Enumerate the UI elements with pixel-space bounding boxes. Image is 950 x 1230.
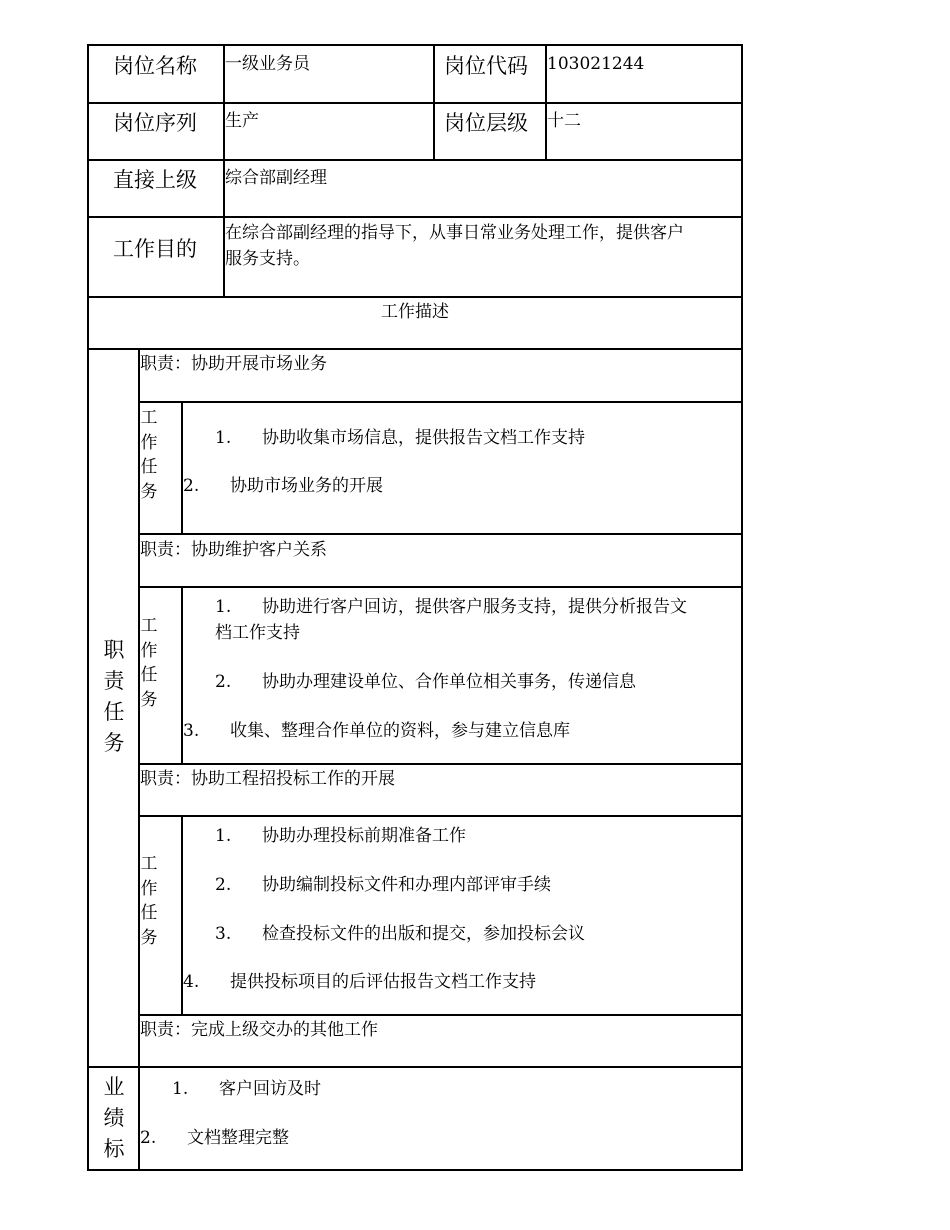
kpi-label <box>99 1072 129 1165</box>
task-text: 协助进行客户回访，提供客户服务支持，提供分析报告文 <box>262 597 687 617</box>
table-border-bottom <box>87 1169 743 1171</box>
task-label-char: 工 <box>140 854 158 874</box>
task-number: 3. <box>183 721 200 741</box>
table-border-left <box>87 44 89 1171</box>
row-divider <box>138 586 743 588</box>
task-item <box>215 667 636 692</box>
kpi-label-char: 标 <box>103 1137 125 1161</box>
row-divider <box>87 216 743 218</box>
table-border-top <box>87 44 743 46</box>
task-number: 2. <box>183 476 200 496</box>
sequence-label: 岗位序列 <box>113 111 197 135</box>
position-code-value: 103021244 <box>547 54 645 74</box>
row-divider <box>138 533 743 535</box>
task-item <box>215 592 687 617</box>
task-item <box>183 716 570 741</box>
work-description-title: 工作描述 <box>381 302 449 322</box>
row-divider <box>87 1066 743 1068</box>
level-value: 十二 <box>547 111 581 131</box>
task-text: 协助办理建设单位、合作单位相关事务，传递信息 <box>262 672 636 692</box>
task-item <box>183 967 536 992</box>
task-text: 协助市场业务的开展 <box>230 476 383 496</box>
duties-label <box>99 635 129 759</box>
task-item <box>183 471 383 496</box>
purpose-line-2: 服务支持。 <box>225 249 310 269</box>
kpi-label-char: 绩 <box>103 1106 125 1130</box>
duty-title: 职责：协助工程招投标工作的开展 <box>140 769 395 789</box>
row-divider <box>138 1014 743 1016</box>
task-label-char: 任 <box>140 903 158 923</box>
task-item <box>215 423 585 448</box>
task-label <box>139 406 159 504</box>
task-number: 1. <box>215 597 232 617</box>
sequence-value: 生产 <box>225 111 259 131</box>
kpi-number: 2. <box>140 1128 157 1148</box>
task-label <box>139 614 159 712</box>
task-number: 2. <box>215 875 232 895</box>
duties-label-char: 任 <box>103 700 125 724</box>
task-text: 收集、整理合作单位的资料，参与建立信息库 <box>230 721 570 741</box>
task-text: 协助收集市场信息，提供报告文档工作支持 <box>262 428 585 448</box>
position-name-label: 岗位名称 <box>113 54 197 78</box>
table-border-right <box>741 44 743 1171</box>
kpi-item <box>172 1074 321 1099</box>
task-text: 协助编制投标文件和办理内部评审手续 <box>262 875 551 895</box>
task-text: 检查投标文件的出版和提交，参加投标会议 <box>262 924 585 944</box>
task-label-char: 务 <box>140 927 158 948</box>
kpi-text: 文档整理完整 <box>187 1128 289 1148</box>
duties-label-char: 务 <box>103 731 125 755</box>
task-text: 提供投标项目的后评估报告文档工作支持 <box>230 972 536 992</box>
level-label: 岗位层级 <box>444 111 528 135</box>
task-label-char: 作 <box>140 878 158 899</box>
task-label-char: 工 <box>140 616 158 636</box>
duty-title: 职责：协助维护客户关系 <box>140 540 327 560</box>
task-number: 2. <box>215 672 232 692</box>
task-number: 3. <box>215 924 232 944</box>
col-divider <box>433 44 435 160</box>
task-label-char: 作 <box>140 640 158 661</box>
task-label-char: 作 <box>140 432 158 453</box>
task-label-char: 任 <box>140 457 158 477</box>
row-divider <box>138 763 743 765</box>
kpi-number: 1. <box>172 1079 189 1099</box>
duties-label-char: 责 <box>103 669 125 693</box>
kpi-text: 客户回访及时 <box>219 1079 321 1099</box>
kpi-label-char: 业 <box>103 1075 125 1099</box>
task-text: 协助办理投标前期准备工作 <box>262 826 466 846</box>
task-label-char: 务 <box>140 689 158 710</box>
task-item-continuation: 档工作支持 <box>215 623 300 643</box>
task-item <box>215 919 585 944</box>
supervisor-value: 综合部副经理 <box>225 168 327 188</box>
task-number: 4. <box>183 972 200 992</box>
task-number: 1. <box>215 826 232 846</box>
row-divider <box>87 159 743 161</box>
task-item <box>215 870 551 895</box>
col-divider <box>181 401 183 534</box>
row-divider <box>87 296 743 298</box>
row-divider <box>87 102 743 104</box>
task-label-char: 工 <box>140 408 158 428</box>
kpi-item <box>140 1123 289 1148</box>
position-code-label: 岗位代码 <box>444 54 528 78</box>
row-divider <box>138 401 743 403</box>
duty-title: 职责：协助开展市场业务 <box>140 354 327 374</box>
row-divider <box>87 348 743 350</box>
task-label <box>139 852 159 950</box>
duty-title: 职责：完成上级交办的其他工作 <box>140 1020 378 1040</box>
purpose-line-1: 在综合部副经理的指导下，从事日常业务处理工作，提供客户 <box>225 223 684 243</box>
purpose-label: 工作目的 <box>113 237 197 261</box>
task-item <box>215 821 466 846</box>
task-number: 1. <box>215 428 232 448</box>
task-label-char: 任 <box>140 665 158 685</box>
duties-label-char: 职 <box>103 638 125 662</box>
supervisor-label: 直接上级 <box>113 168 197 192</box>
row-divider <box>138 815 743 817</box>
task-label-char: 务 <box>140 481 158 502</box>
position-name-value: 一级业务员 <box>225 54 310 74</box>
